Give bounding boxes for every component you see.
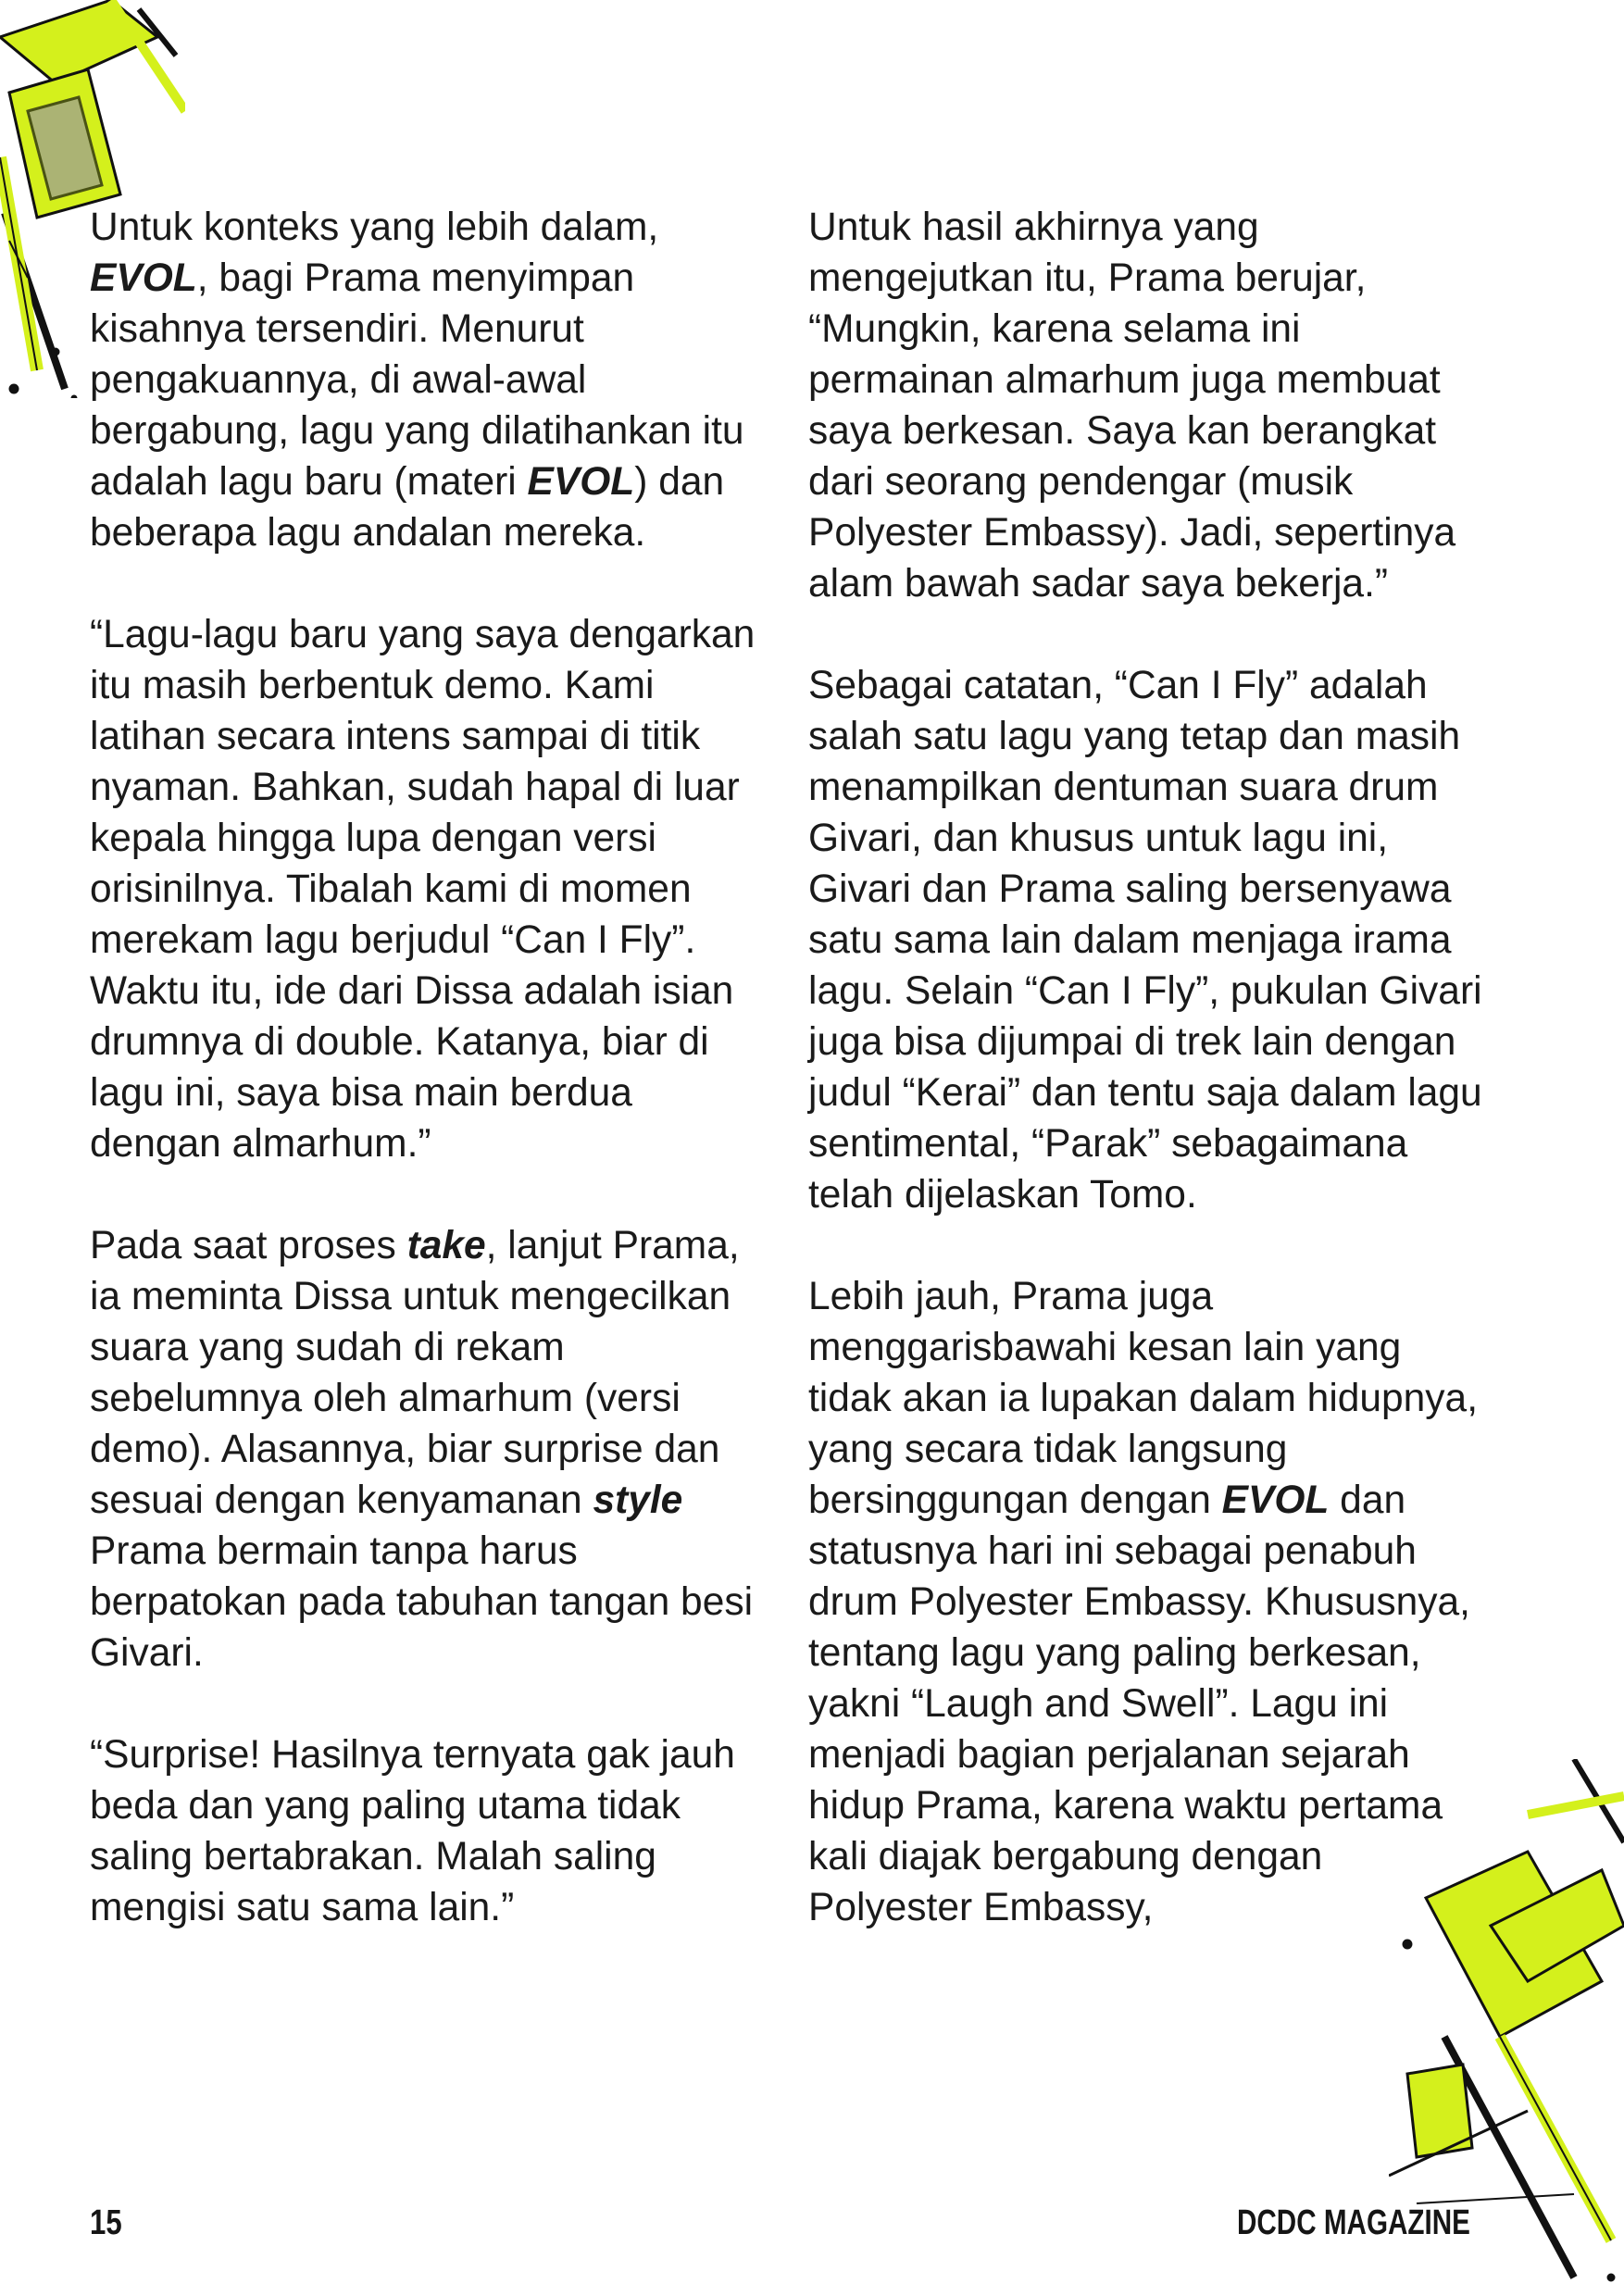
emphasis-text: EVOL <box>527 460 635 504</box>
emphasis-text: take <box>406 1224 486 1267</box>
text-run: “Lagu-lagu baru yang saya dengarkan itu masih berbentuk demo. Kami latihan secara intens sampai di titik nyaman. Bahkan, sudah hapal di luar kepala hingga lupa dengan versi orisinilnya. Tibalah kami di momen merekam lagu berjudul “Can I Fly”. Waktu itu, ide dari Dissa adalah isian drumnya di double. Katanya, biar di lagu ini, saya bisa main berdua dengan almarhum.” <box>90 613 756 1166</box>
paragraph <box>808 660 1484 1220</box>
paragraph <box>808 202 1484 609</box>
text-run: Pada saat proses <box>90 1224 407 1267</box>
paragraph <box>808 1271 1484 1933</box>
page-number: 15 <box>90 2203 122 2242</box>
text-run: ) dan beberapa lagu andalan mereka. <box>90 460 725 555</box>
paragraph <box>90 1220 766 1678</box>
text-run: dan statusnya hari ini sebagai penabuh drum Polyester Embassy. Khususnya, tentang lagu yang paling berkesan, yakni “Laugh and Swell”. Lagu ini menjadi bagian perjalanan sejarah hidup Prama, karena waktu pertama kali diajak bergabung dengan Polyester Embassy, <box>808 1479 1470 1929</box>
text-run: Untuk konteks yang lebih dalam, <box>90 206 659 249</box>
text-run: Prama bermain tanpa harus berpatokan pada tabuhan tangan besi Givari. <box>90 1529 754 1675</box>
text-run: Sebagai catatan, “Can I Fly” adalah salah satu lagu yang tetap dan masih menampilkan dentuman suara drum Givari, dan khusus untuk lagu ini, Givari dan Prama saling bersenyawa satu sama lain dalam menjaga irama lagu. Selain “Can I Fly”, pukulan Givari juga bisa dijumpai di trek lain dengan judul “Kerai” dan tentu saja dalam lagu sentimental, “Parak” sebagaimana telah dijelaskan Tomo. <box>808 664 1482 1217</box>
emphasis-text: EVOL <box>1221 1479 1330 1522</box>
text-run: Lebih jauh, Prama juga menggarisbawahi kesan lain yang tidak akan ia lupakan dalam hidupnya, yang secara tidak langsung bersinggungan dengan <box>808 1275 1478 1522</box>
right-column <box>808 202 1484 1933</box>
emphasis-text: EVOL <box>90 256 197 300</box>
paragraph <box>90 1729 766 1933</box>
text-run: , bagi Prama menyimpan kisahnya tersendiri. Menurut pengakuannya, di awal-awal bergabung, lagu yang dilatihankan itu adalah lagu baru (materi <box>90 256 744 504</box>
magazine-name: DCDC MAGAZINE <box>1237 2203 1470 2242</box>
paragraph <box>90 202 766 558</box>
emphasis-text: style <box>593 1479 683 1522</box>
paragraph <box>90 609 766 1169</box>
text-run: , lanjut Prama, ia meminta Dissa untuk mengecilkan suara yang sudah di rekam sebelumnya oleh almarhum (versi demo). Alasannya, biar surprise dan sesuai dengan kenyamanan <box>90 1224 740 1522</box>
left-column <box>90 202 766 1933</box>
text-run: “Surprise! Hasilnya ternyata gak jauh beda dan yang paling utama tidak saling bertabrakan. Malah saling mengisi satu sama lain.” <box>90 1733 735 1929</box>
text-run: Untuk hasil akhirnya yang mengejutkan itu, Prama berujar, “Mungkin, karena selama ini permainan almarhum juga membuat saya berkesan. Saya kan berangkat dari seorang pendengar (musik Polyester Embassy). Jadi, sepertinya alam bawah sadar saya bekerja.” <box>808 206 1456 605</box>
